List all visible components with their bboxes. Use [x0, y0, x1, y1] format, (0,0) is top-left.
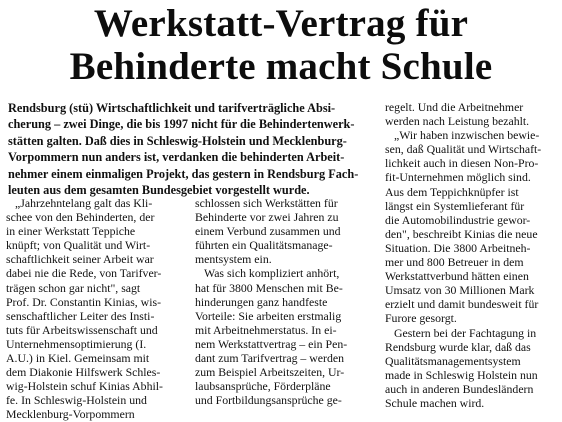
- column-line: senschaftlicher Leiter des Insti-: [6, 308, 155, 323]
- lead-line: leuten aus dem gesamten Bundesgebiet vorgestellt wurde.: [8, 183, 310, 198]
- column-line: in einer Werkstatt Teppiche: [6, 224, 136, 239]
- lead-line: cherung – zwei Dinge, die bis 1997 nicht für die Behindertenwerk-: [8, 117, 355, 132]
- headline-line-1: Werkstatt-Vertrag für: [93, 2, 469, 45]
- column-line: nem Werkstattvertrag – ein Pen-: [195, 336, 348, 351]
- article-column-1: [6, 196, 185, 422]
- column-line: Schule machen wird.: [385, 395, 485, 410]
- column-line: dem Diakonie Hilfswerk Schles-: [6, 365, 161, 380]
- column-line: Prof. Dr. Constantin Kinias, wis-: [6, 294, 161, 309]
- column-line: A.U.) in Kiel. Gemeinsam mit: [6, 351, 150, 366]
- column-line: Rendsburg wurde klar, daß das: [385, 339, 531, 354]
- column-line: Behinderte vor zwei Jahren zu: [195, 210, 339, 225]
- column-line: lichkeit auch in diesen Non-Pro-: [385, 156, 539, 171]
- headline-line-2: Behinderte macht Schule: [69, 45, 493, 88]
- column-line: auch in anderen Bundesländern: [385, 381, 534, 396]
- column-line: den", beschreibt Kinias die neue: [385, 226, 538, 241]
- column-line: Unternehmensoptimierung (I.: [6, 336, 147, 351]
- headline: [0, 2, 562, 88]
- column-line: Vorteile: Sie arbeiten erstmalig: [195, 308, 342, 323]
- column-line: mentsystem ein.: [195, 252, 272, 267]
- column-line: hinderungen ganz handfeste: [195, 294, 328, 309]
- column-line: längst ein Systemlieferant für: [385, 198, 525, 213]
- column-line: Was sich kompliziert anhört,: [204, 266, 340, 281]
- lead-line: nehmer einem einmaligen Projekt, das gestern in Rendsburg Fach-: [8, 166, 359, 181]
- column-line: und Fortbildungsansprüche ge-: [195, 393, 342, 408]
- column-line: wig-Holstein schuf Kinias Abhil-: [6, 379, 163, 394]
- column-line: regelt. Und die Arbeitnehmer: [385, 100, 524, 114]
- column-line: Umsatz von 30 Millionen Mark: [385, 283, 535, 298]
- lead-paragraph: [8, 100, 383, 198]
- lead-line: Vorpommern nun anders ist, verdanken die behinderten Arbeit-: [8, 150, 345, 165]
- column-line: mer und 800 Betreuer in dem: [385, 255, 524, 270]
- column-line: trägen schon gar nicht", sagt: [6, 280, 141, 295]
- column-line: Werkstattverbund hätten einen: [385, 269, 529, 284]
- column-line: dant zum Tarifvertrag – werden: [195, 351, 344, 366]
- column-line: mit Arbeitnehmerstatus. In ei-: [195, 322, 337, 337]
- column-line: Aus dem Teppichknüpfer ist: [385, 184, 519, 199]
- column-line: zum Beispiel Arbeitszeiten, Ur-: [195, 365, 345, 380]
- column-line: einem Verbund zusammen und: [195, 224, 341, 239]
- column-line: Qualitätsmanagementsystem: [385, 353, 521, 368]
- column-line: führten ein Qualitätsmanage-: [195, 238, 333, 253]
- lead-line: Rendsburg (stü) Wirtschaftlichkeit und tarifverträgliche Absi-: [8, 101, 336, 115]
- column-line: „Jahrzehntelang galt das Kli-: [15, 196, 153, 210]
- column-line: schaftlichkeit seiner Arbeit war: [6, 252, 154, 267]
- column-line: Furore gesorgt.: [385, 311, 457, 326]
- column-line: knüpft; von Qualität und Wirt-: [6, 238, 151, 253]
- column-line: die Automobilindustrie gewor-: [385, 212, 531, 227]
- column-line: made in Schleswig Holstein nun: [385, 367, 538, 382]
- column-line: werden nach Leistung bezahlt.: [385, 114, 530, 129]
- column-line: hat für 3800 Menschen mit Be-: [195, 280, 343, 295]
- column-line: dabei nie die Rede, von Tarifver-: [6, 266, 162, 281]
- column-line: erzielt und damit bundesweit für: [385, 297, 539, 312]
- column-line: „Wir haben inzwischen bewie-: [394, 128, 540, 143]
- column-line: tuts für Arbeitswissenschaft und: [6, 322, 158, 337]
- column-line: fe. In Schleswig-Holstein und: [6, 393, 147, 408]
- column-line: Mecklenburg-Vorpommern: [6, 407, 135, 422]
- column-line: schlossen sich Werkstätten für: [195, 196, 338, 210]
- column-line: fit-Unternehmen möglich sind.: [385, 170, 531, 185]
- column-line: laubsansprüche, Förderpläne: [195, 379, 331, 394]
- column-line: sen, daß Qualität und Wirtschaft-: [385, 142, 542, 157]
- article-column-3: [385, 100, 561, 410]
- column-line: schee von den Behinderten, der: [6, 210, 155, 225]
- article-column-2: [195, 196, 374, 407]
- column-line: Situation. Die 3800 Arbeitneh-: [385, 240, 531, 255]
- column-line: Gestern bei der Fachtagung in: [394, 325, 537, 340]
- lead-line: stätten galten. Daß dies in Schleswig-Holstein und Mecklenburg-: [8, 133, 347, 148]
